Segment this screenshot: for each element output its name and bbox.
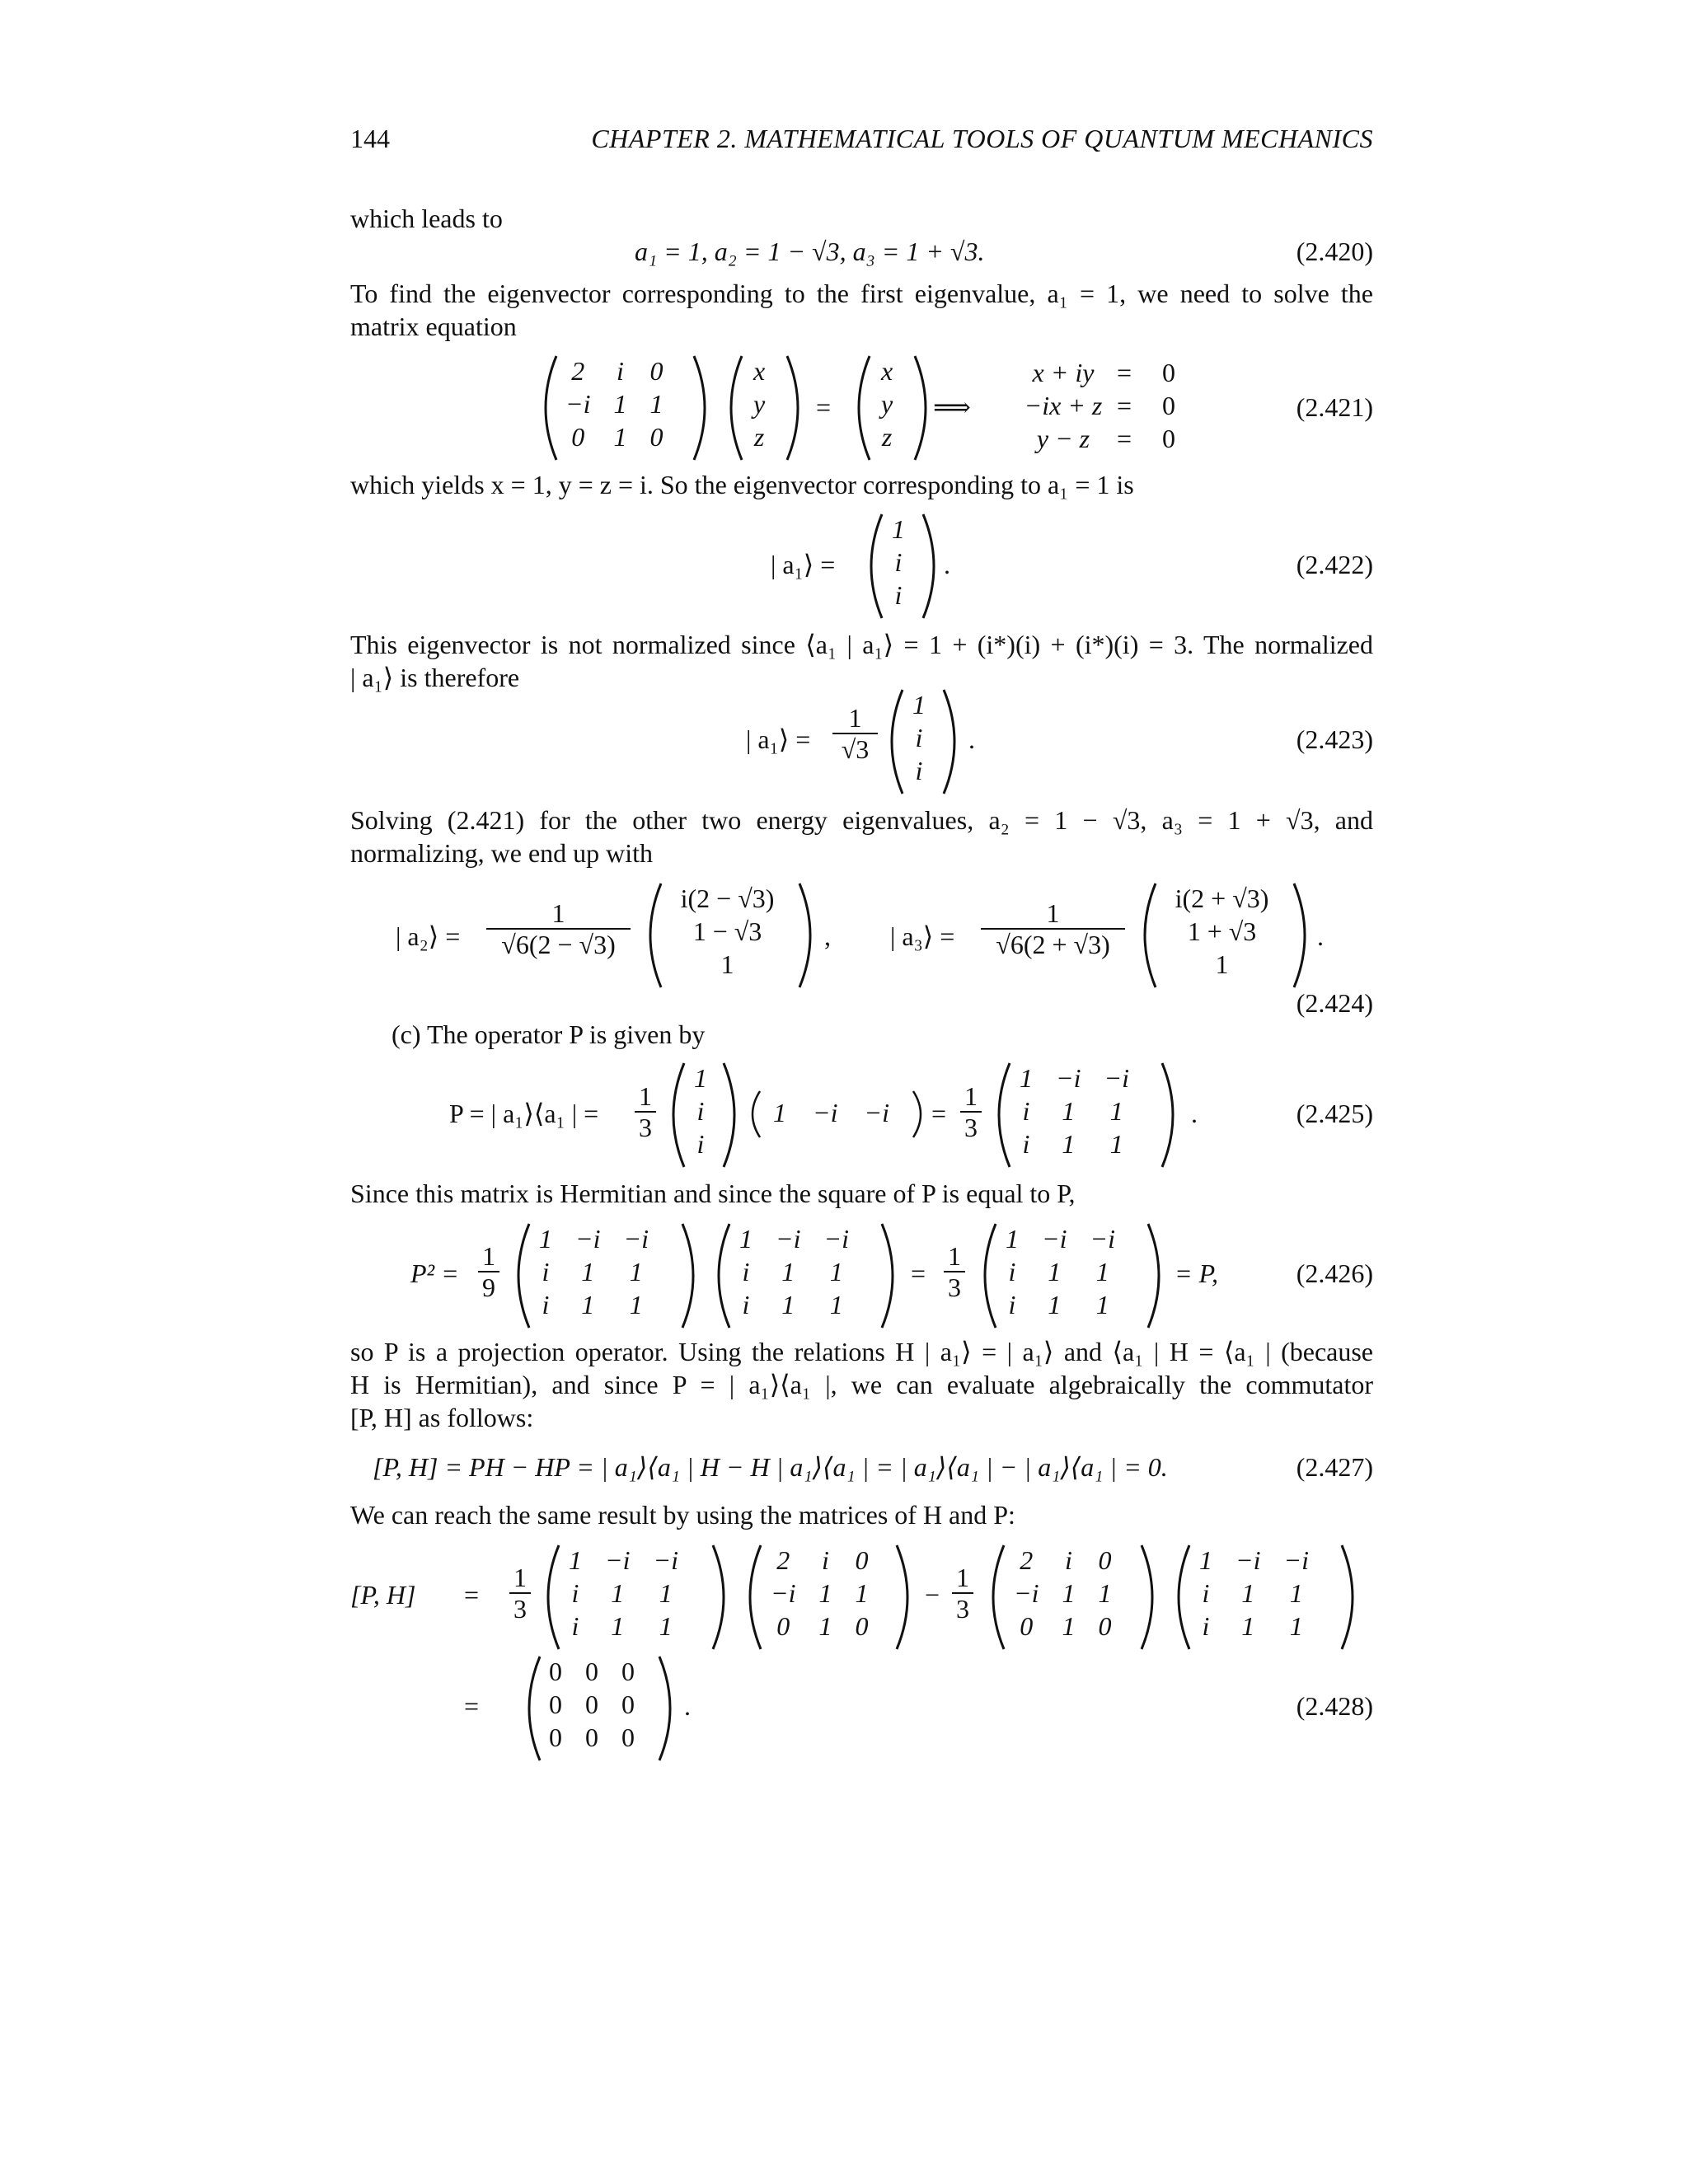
system-line-1: x + iy [1032,358,1095,387]
fraction-1-3-e: $\frac{1}{3}$ [952,1563,973,1624]
system-line-2: −ix + z [1024,391,1103,420]
vector-xyz-rhs: x y z [881,356,893,452]
right-paren-P2c [1140,1222,1173,1329]
right-paren-H2 [1133,1544,1166,1651]
right-paren-PH1 [705,1544,738,1651]
P-squared-lhs: P² = [410,1258,459,1288]
fraction-1-9: $\frac{1}{9}$ [478,1241,499,1302]
right-paren-H1 [889,1544,921,1651]
matrix-P: 1 −i −i i 1 1 i 1 1 [1020,1063,1129,1159]
vector-a2: i(2 − √3) 1 − √3 1 [680,883,775,979]
implies-arrow: ⟹ [933,392,971,422]
equals-2-425: = [931,1099,947,1128]
zero-matrix: 0 0 0 0 0 0 0 0 0 [549,1657,635,1752]
equation-number-2-423: (2.423) [1296,724,1373,754]
fraction-1-3-d: $\frac{1}{3}$ [509,1563,531,1624]
period-2-423: . [968,724,975,754]
ket-a1-lhs: | a₁⟩ = [771,550,836,579]
paragraph-hermitian-commutator: H is Hermitian), and since P = | a₁⟩⟨a₁ |, we can evaluate algebraically the commutator [350,1370,1373,1399]
matrix-P-b: 1 −i −i i 1 1 i 1 1 [739,1224,849,1319]
paragraph-as-follows: [P, H] as follows: [350,1403,534,1432]
fraction-1-3-a: $\frac{1}{3}$ [635,1081,656,1142]
fraction-a3-norm: $\frac{1}{√6(2 + √3)}$ [981,898,1125,959]
system-eq-1: = [1117,358,1132,387]
right-paren-v1n [935,688,968,795]
ket-a3-lhs: | a₃⟩ = [890,921,955,951]
system-zero-3: 0 [1162,424,1175,453]
right-paren-v3 [1286,882,1319,989]
right-paren-row [907,1090,931,1139]
equation-number-2-426: (2.426) [1296,1258,1373,1288]
right-paren-P2a [674,1222,707,1329]
vector-xyz: x y z [753,356,766,452]
equation-number-2-422: (2.422) [1296,550,1373,579]
column-vector-P: 1 i i [694,1063,707,1159]
paragraph-which-leads: which leads to [350,204,503,233]
matrix-H-a: 2 i 0 −i 1 1 0 1 0 [771,1545,869,1641]
equation-number-2-425: (2.425) [1296,1099,1373,1128]
matrix-P-e: 1 −i −i i 1 1 i 1 1 [1199,1545,1309,1641]
right-paren-xyz [779,354,812,462]
right-paren-v2 [791,882,824,989]
right-paren-P [1154,1062,1187,1169]
right-paren-P2b [874,1222,907,1329]
equation-2-427: [P, H] = PH − HP = | a₁⟩⟨a₁ | H − H | a₁⟩⟨a₁ | = | a₁⟩⟨a₁ | − | a₁⟩⟨a₁ | = 0. [373,1452,1168,1482]
paragraph-hermitian: Since this matrix is Hermitian and since the square of P is equal to P, [350,1179,1076,1208]
system-zero-2: 0 [1162,391,1175,420]
P-definition-lhs: P = | a₁⟩⟨a₁ | = [449,1099,599,1128]
equals-2-428b: = [464,1691,480,1721]
paragraph-which-yields: which yields x = 1, y = z = i. So the eigenvector corresponding to a₁ = 1 is [350,470,1134,499]
equals-2-428a: = [464,1580,480,1610]
chapter-title: CHAPTER 2. MATHEMATICAL TOOLS OF QUANTUM MECHANICS [591,124,1373,153]
system-eq-3: = [1117,424,1132,453]
right-paren-PH2 [1334,1544,1367,1651]
fraction-1-sqrt3: $\frac{1}{√3}$ [832,703,878,764]
system-zero-1: 0 [1162,358,1175,387]
period-2-428: . [684,1691,691,1721]
right-paren-H [686,354,719,462]
fraction-1-3-b: $\frac{1}{3}$ [960,1081,982,1142]
fraction-a2-norm: $\frac{1}{√6(2 - √3)}$ [486,898,631,959]
page-number: 144 [350,124,390,153]
matrix-P-c: 1 −i −i i 1 1 i 1 1 [1006,1224,1115,1319]
vector-a1: 1 i i [892,514,905,610]
paragraph-normalized-therefore: | a₁⟩ is therefore [350,663,520,692]
minus-2-428: − [925,1580,940,1610]
paragraph-matrix-equation: matrix equation [350,312,517,341]
period-2-424: . [1317,921,1324,951]
comma-2-424: , [824,921,831,951]
vector-a3: i(2 + √3) 1 + √3 1 [1175,883,1269,979]
right-paren-v1 [915,513,948,620]
right-paren-Z [651,1655,684,1762]
equation-number-2-428: (2.428) [1296,1691,1373,1721]
matrix-P-a: 1 −i −i i 1 1 i 1 1 [539,1224,649,1319]
row-vector-P: 1 −i −i [773,1098,889,1127]
paragraph-not-normalized: This eigenvector is not normalized since ⟨a₁ | a₁⟩ = 1 + (i*)(i) + (i*)(i) = 3. The normalized [350,630,1373,659]
ket-a2-lhs: | a₂⟩ = [396,921,461,951]
system-eq-2: = [1117,391,1132,420]
matrix-P-d: 1 −i −i i 1 1 i 1 1 [569,1545,678,1641]
ket-a1-normalized-lhs: | a₁⟩ = [746,724,811,754]
matrix-H: 2 i 0 −i 1 1 0 1 0 [565,356,663,452]
equation-number-2-420: (2.420) [1296,237,1373,266]
fraction-1-3-c: $\frac{1}{3}$ [944,1241,965,1302]
equation-number-2-424: (2.424) [1296,988,1373,1018]
matrix-H-b: 2 i 0 −i 1 1 0 1 0 [1014,1545,1112,1641]
period-2-425: . [1191,1099,1198,1128]
equation-number-2-427: (2.427) [1296,1452,1373,1482]
equation-2-420: a₁ = 1, a₂ = 1 − √3, a₃ = 1 + √3. [635,237,985,266]
vector-a1-normalized: 1 i i [912,690,926,785]
equals-P: = P, [1175,1258,1219,1288]
paragraph-find-eigenvector: To find the eigenvector corresponding to the first eigenvalue, a₁ = 1, we need to solve the [350,279,1373,308]
paragraph-solving: Solving (2.421) for the other two energy eigenvalues, a₂ = 1 − √3, a₃ = 1 + √3, and [350,805,1373,835]
equation-number-2-421: (2.421) [1296,392,1373,422]
period-2-422: . [944,550,950,579]
paragraph-operator-P: (c) The operator P is given by [392,1019,706,1049]
paragraph-same-result: We can reach the same result by using the matrices of H and P: [350,1500,1015,1530]
commutator-lhs: [P, H] [350,1580,416,1610]
system-line-3: y − z [1036,424,1090,453]
paragraph-projection: so P is a projection operator. Using the relations H | a₁⟩ = | a₁⟩ and ⟨a₁ | H = ⟨a₁ | (because [350,1337,1373,1366]
paragraph-normalizing: normalizing, we end up with [350,838,654,868]
equals-2-426: = [911,1258,926,1288]
equals-sign: = [816,392,832,422]
